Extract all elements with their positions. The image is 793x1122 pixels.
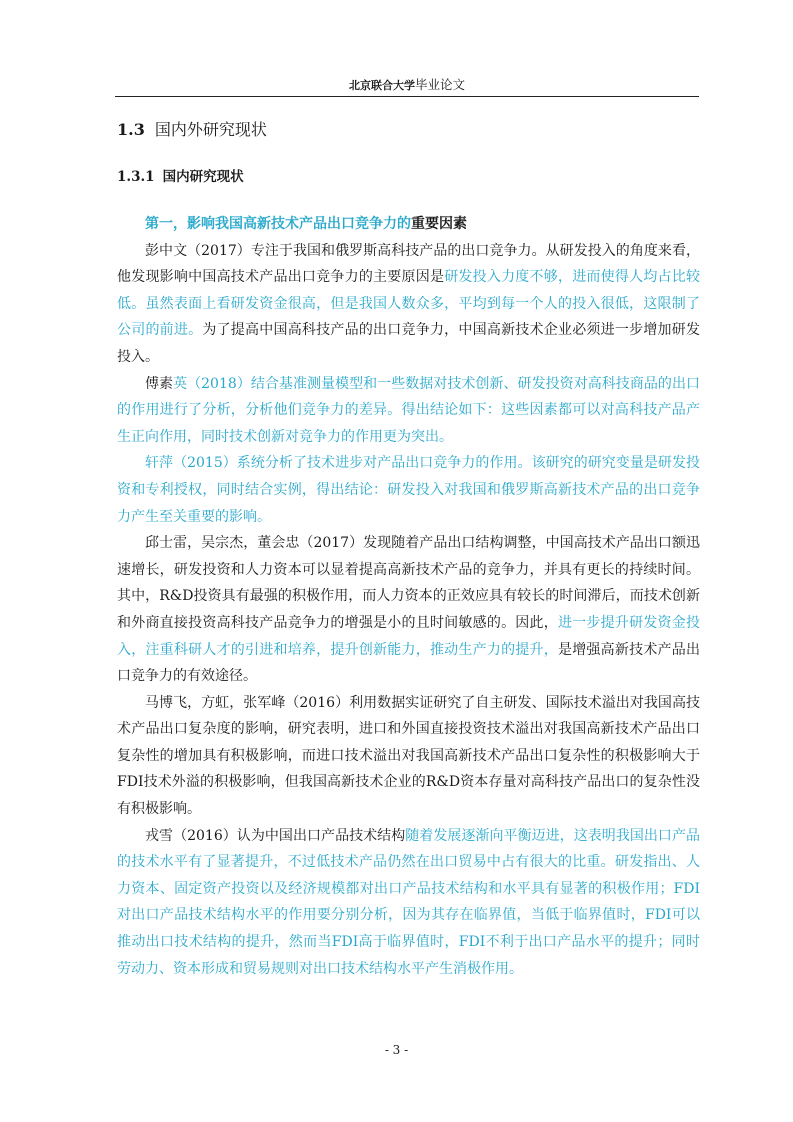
paragraph-qiu	[117, 530, 700, 690]
paragraph-text: 为了提高中国高科技产品的出口竞争力，中国高新技术企业必须进一步增加研发投入。	[117, 322, 701, 365]
paragraph-highlight: 轩萍（2015）系统分析了技术进步对产品出口竞争力的作用。该研究的研究变量是研发投资和专利授权，同时结合实例，得出结论：研发投入对我国和俄罗斯高新技术产品的出口竞争力产生至关重要的影响。	[117, 455, 700, 525]
header-divider	[115, 96, 699, 97]
paragraph-highlight: 随着发展逐渐向平衡迈进，这表明我国出口产品的技术水平有了显著提升，不过低技术产品仍然在出口贸易中占有很大的比重。研发指出、人力资本、固定资产投资以及经济规模都对出口产品技术结构和水平具有显著的积极作用；FDI对出口产品技术结构水平的作用要分别分析，因为其存在临界值，当低于临界值时，FDI可以推动出口技术结构的提升，然而当FDI高于临界值时，FDI不利于出口产品水平的提升；同时劳动力、资本形成和贸易规则对出口技术结构水平产生消极作用。	[117, 827, 700, 977]
paragraph-fu	[117, 371, 700, 451]
paragraph-text: 傅素	[145, 375, 174, 392]
paragraph-xuan	[117, 450, 700, 530]
paragraph-text: 戎雪（2016）认为中国出口产品技术结构	[145, 827, 406, 844]
section-number: 1.3	[117, 120, 145, 139]
paragraph-highlight: 进一步提升研发资金投入，注重科研人才的引进和培养，提升创新能力，推动生产力的提升，	[117, 614, 701, 658]
subsection-number: 1.3.1	[117, 169, 155, 185]
paragraph-rong	[117, 823, 700, 983]
lead-paragraph	[117, 211, 700, 238]
paragraph-text: 马博飞，方虹，张军峰（2016）利用数据实证研究了自主研发、国际技术溢出对我国高技术产品出口复杂度的影响，研究表明，进口和外国直接投资技术溢出对我国高新技术产品出口复杂性的增加具有积极影响，而进口技术溢出对我国高新技术产品出口复杂性的积极影响大于FDI技术外溢的积极影响，但我国高新技术企业的R&D资本存量对高科技产品出口的复杂性没有积极影响。	[117, 694, 700, 818]
lead-highlight: 第一，影响我国高新技术产品出口竞争力的	[145, 216, 411, 232]
page-number: - 3 -	[384, 1043, 409, 1057]
paragraph-ma	[117, 690, 700, 823]
page-header	[115, 76, 699, 95]
paragraph-text: 是增强高新技术产品出口竞争力的有效途径。	[117, 641, 701, 685]
paragraph-text: 彭中文（2017）专注于我国和俄罗斯高科技产品的出口竞争力。从研发投入的角度来看，他发现影响中国高技术产品出口竞争力的主要原因是	[117, 242, 700, 286]
header-doc-type: 毕业论文	[414, 77, 465, 92]
section-title: 国内外研究现状	[154, 120, 267, 139]
section-heading	[117, 118, 267, 142]
lead-rest: 重要因素	[411, 216, 467, 232]
header-university: 北京联合大学	[348, 79, 415, 92]
paragraph-peng	[117, 238, 700, 371]
paragraph-text: 邱士雷，吴宗杰，董会忠（2017）发现随着产品出口结构调整，中国高技术产品出口额迅速增长，研发投资和人力资本可以显着提高高新技术产品的竞争力，并具有更长的持续时间。其中，R&D投资具有最强的积极作用，而人力资本的正效应具有较长的时间滞后，而技术创新和外商直接投资高科技产品竞争力的增强是小的且时间敏感的。因此，	[117, 535, 700, 631]
document-body	[117, 211, 700, 982]
subsection-title: 国内研究现状	[162, 169, 244, 185]
paragraph-highlight: 研发投入力度不够，进而使得人均占比较低。虽然表面上看研发资金很高，但是我国人数众多，平均到每一个人的投入很低，这限制了公司的前进。	[117, 269, 701, 339]
subsection-heading	[117, 167, 244, 187]
paragraph-highlight: 英（2018）结合基准测量模型和一些数据对技术创新、研发投资对高科技商品的出口的作用进行了分析，分析他们竞争力的差异。得出结论如下：这些因素都可以对高科技产品产生正向作用，同时技术创新对竞争力的作用更为突出。	[117, 375, 700, 445]
